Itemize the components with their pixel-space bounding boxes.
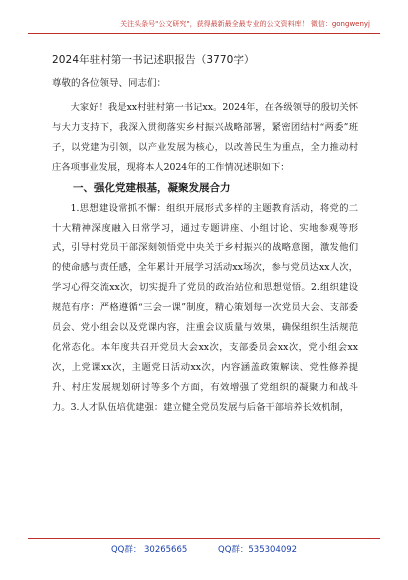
header-banner: 关注头条号"公文研究"，获得最新最全最专业的公文资料库！ 微信：gongwenyj xyxy=(120,20,370,28)
footer-qq-group-1: QQ群： 30265665 xyxy=(110,545,188,555)
section-heading: 一、强化党建根基，凝聚发展合力 xyxy=(73,181,231,194)
document-title: 2024年驻村第一书记述职报告（3770字） xyxy=(52,54,255,66)
document-body xyxy=(52,52,358,418)
header-rule xyxy=(28,33,380,34)
footer-qq-group-2: QQ群：535304092 xyxy=(218,545,298,555)
salutation: 尊敬的各位领导、同志们： xyxy=(52,78,167,89)
footer-rule xyxy=(28,538,380,539)
intro-paragraph: 大家好！我是xx村驻村第一书记xx。2024年，在各级领导的殷切关怀与大力支持下，我深入贯彻落实乡村振兴战略部署，紧密团结村“两委”班子，以党建为引领，以产业发展为核心，以改善民生为重点，全力推动村庄各项事业发展，现将本人2024年的工作情况述职如下： xyxy=(52,102,358,173)
section-paragraph: 1.思想建设常抓不懈：组织开展形式多样的主题教育活动，将党的二十大精神深度融入日常学习，通过专题讲座、小组讨论、实地参观等形式，引导村党员干部深刻领悟党中央关于乡村振兴的战略意图，激发他们的使命感与责任感，全年累计开展学习活动xx场次，参与党员达xx人次，学习心得交流xx次，切实提升了党员的政治站位和思想觉悟。2.组织建设规范有序：严格遵循“三会一课”制度，精心策划每一次党员大会、支部委员会、党小组会以及党课内容，注重会议质量与效果，确保组织生活规范化常态化。本年度共召开党员大会xx次，支部委员会xx次，党小组会xx次，上党课xx次，主题党日活动xx次，内容涵盖政策解读、党性修养提升、村庄发展规划研讨等多个方面，有效增强了党组织的凝聚力和战斗力。3.人才队伍培优建强：建立健全党员发展与后备干部培养长效机制， xyxy=(52,202,358,413)
footer xyxy=(0,543,408,555)
